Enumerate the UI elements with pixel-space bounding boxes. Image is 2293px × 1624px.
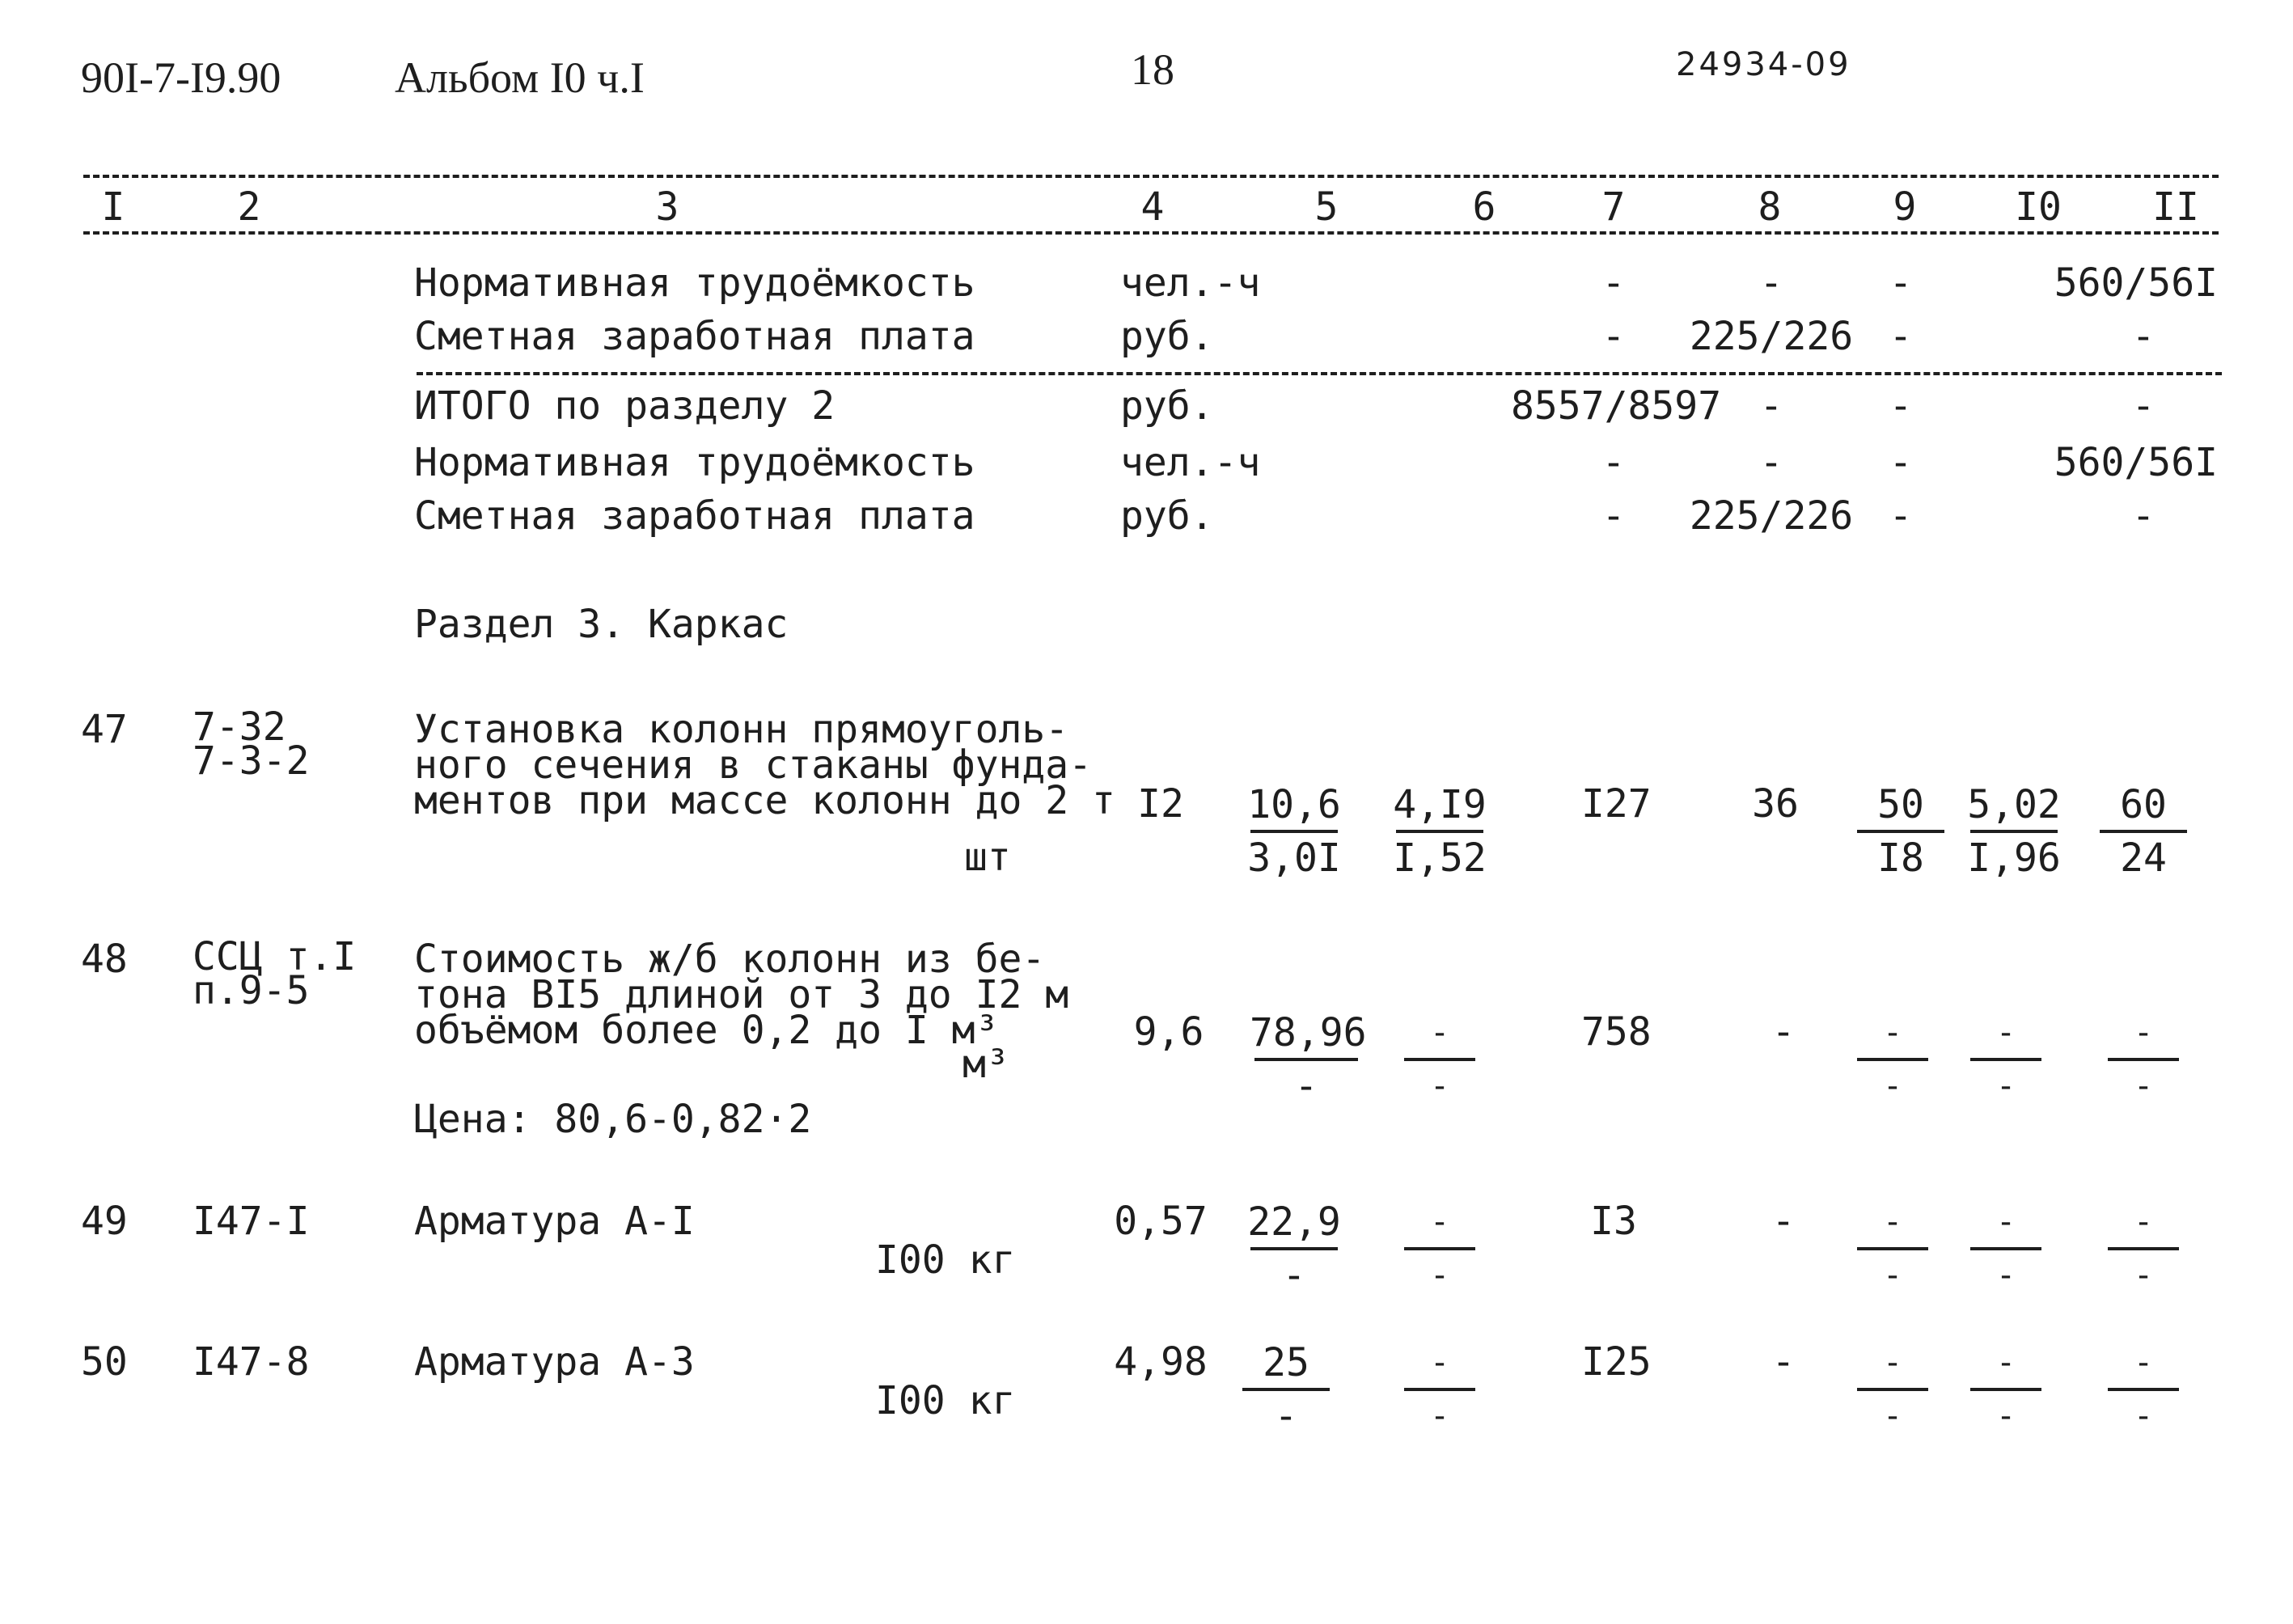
- section-total-label: ИТОГО по разделу 2: [414, 383, 836, 429]
- summary-labor-label: Нормативная трудоёмкость: [414, 260, 975, 306]
- document-code: 90I-7-I9.90: [81, 53, 281, 102]
- fraction-bar: [1396, 830, 1483, 833]
- fraction-bar: [1404, 1388, 1475, 1391]
- row-code-line-1: 7-32: [192, 704, 286, 750]
- summary-labor-unit: чел.-ч: [1120, 260, 1261, 306]
- col10-numerator: -: [1995, 1014, 2016, 1051]
- row-description-line-1: Арматура А-I: [414, 1199, 695, 1244]
- row-col5-fraction: [1250, 1009, 1367, 1110]
- col5-denominator: -: [1294, 1064, 1318, 1109]
- row-description-line-2: тона BI5 длиной от 3 до I2 м: [414, 972, 1069, 1017]
- fraction-bar: [1970, 830, 2058, 833]
- col9-denominator: -: [1882, 1398, 1903, 1435]
- section-total-rule: [417, 372, 2222, 375]
- section-wages-label: Сметная заработная плата: [414, 493, 975, 539]
- col6-denominator: -: [1429, 1398, 1450, 1435]
- fraction-bar: [1404, 1058, 1475, 1061]
- row-col7: 758: [1581, 1009, 1652, 1055]
- section-wages-col9: -: [1889, 493, 1913, 539]
- row-col9-fraction: [1852, 781, 1949, 882]
- fraction-bar: [2108, 1388, 2179, 1391]
- col6-denominator: I,52: [1393, 835, 1487, 881]
- row-quantity: 9,6: [1133, 1009, 1204, 1055]
- section-title: Раздел 3. Каркас: [414, 602, 789, 647]
- summary-wages-unit: руб.: [1120, 314, 1214, 359]
- row-quantity: I2: [1137, 781, 1184, 827]
- section-total-col9: -: [1889, 383, 1913, 429]
- row-code-line-1: ССЦ т.I: [192, 934, 357, 979]
- fraction-bar: [2108, 1058, 2179, 1061]
- section-wages-unit: руб.: [1120, 493, 1214, 539]
- section-total-col8: -: [1759, 383, 1783, 429]
- section-labor-col10: 560/56I: [2054, 440, 2218, 485]
- row-description-line-2: ного сечения в стаканы фунда-: [414, 742, 1093, 788]
- col10-denominator: -: [1995, 1068, 2016, 1105]
- row-number: 47: [81, 707, 128, 752]
- fraction-bar: [1254, 1058, 1358, 1061]
- col5-numerator: 10,6: [1247, 782, 1341, 827]
- fraction-bar: [1970, 1058, 2041, 1061]
- row-col5-fraction: [1246, 1199, 1343, 1299]
- row-col6-fraction: [1399, 1199, 1480, 1299]
- row-col10-fraction: [1965, 1199, 2046, 1299]
- col10-denominator: -: [1995, 1257, 2016, 1294]
- row-unit: м³: [962, 1042, 1009, 1087]
- col6-numerator: -: [1429, 1014, 1450, 1051]
- summary-wages-col7: -: [1601, 314, 1626, 359]
- row-quantity: 0,57: [1114, 1199, 1208, 1244]
- row-description-line-1: Арматура А-3: [414, 1339, 695, 1385]
- section-labor-label: Нормативная трудоёмкость: [414, 440, 975, 485]
- row-col11-fraction: [2103, 1009, 2184, 1110]
- section-total-col11: -: [2131, 383, 2156, 429]
- col5-numerator: 25: [1263, 1340, 1309, 1385]
- row-unit: шт: [964, 835, 1011, 880]
- row-number: 49: [81, 1199, 128, 1244]
- column-header-5: 5: [1314, 184, 1339, 230]
- col6-denominator: -: [1429, 1068, 1450, 1105]
- row-col8: -: [1771, 1009, 1796, 1055]
- row-price-note: Цена: 80,6-0,82·2: [414, 1097, 812, 1142]
- col5-numerator: 78,96: [1250, 1010, 1367, 1055]
- column-header-6: 6: [1472, 184, 1496, 230]
- col6-numerator: -: [1429, 1203, 1450, 1241]
- row-col9-fraction: [1852, 1199, 1933, 1299]
- summary-labor-col9: -: [1889, 260, 1913, 306]
- section-labor-col8: -: [1759, 440, 1783, 485]
- fraction-bar: [2100, 830, 2187, 833]
- summary-labor-col10: 560/56I: [2054, 260, 2218, 306]
- col11-denominator: -: [2133, 1068, 2154, 1105]
- row-col6-fraction: [1399, 1339, 1480, 1440]
- row-quantity: 4,98: [1114, 1339, 1208, 1385]
- summary-wages-col9: -: [1889, 314, 1913, 359]
- col5-denominator: -: [1282, 1253, 1306, 1298]
- fraction-bar: [1857, 1058, 1928, 1061]
- row-col6-fraction: [1391, 781, 1488, 882]
- col11-numerator: -: [2133, 1014, 2154, 1051]
- summary-wages-label: Сметная заработная плата: [414, 314, 975, 359]
- column-header-3: 3: [655, 184, 679, 230]
- row-col8: -: [1771, 1199, 1796, 1244]
- column-header-2: 2: [237, 184, 261, 230]
- row-number: 50: [81, 1339, 128, 1385]
- fraction-bar: [1250, 1247, 1338, 1250]
- column-header-9: 9: [1893, 184, 1917, 230]
- section-labor-col7: -: [1601, 440, 1626, 485]
- fraction-bar: [2108, 1247, 2179, 1250]
- column-header-11: II: [2152, 184, 2199, 230]
- section-wages-col7: -: [1601, 493, 1626, 539]
- row-col9-fraction: [1852, 1009, 1933, 1110]
- section-wages-col11: -: [2131, 493, 2156, 539]
- col9-numerator: 50: [1877, 782, 1924, 827]
- column-header-10: I0: [2015, 184, 2062, 230]
- col10-denominator: -: [1995, 1398, 2016, 1435]
- section-labor-unit: чел.-ч: [1120, 440, 1261, 485]
- column-header-7: 7: [1601, 184, 1626, 230]
- row-col10-fraction: [1965, 1339, 2046, 1440]
- section-wages-col8: 225/226: [1689, 493, 1854, 539]
- section-labor-col9: -: [1889, 440, 1913, 485]
- row-col8: -: [1771, 1339, 1796, 1385]
- col5-denominator: 3,0I: [1247, 835, 1341, 881]
- fraction-bar: [1857, 1247, 1928, 1250]
- row-col9-fraction: [1852, 1339, 1933, 1440]
- col11-numerator: 60: [2120, 782, 2167, 827]
- row-code-line-1: I47-I: [192, 1199, 310, 1244]
- row-unit: I00 кг: [875, 1237, 1016, 1283]
- row-col8: 36: [1752, 781, 1799, 827]
- col10-numerator: -: [1995, 1203, 2016, 1241]
- row-col7: I27: [1581, 781, 1652, 827]
- fraction-bar: [1857, 830, 1944, 833]
- row-col11-fraction: [2103, 1199, 2184, 1299]
- row-col5-fraction: [1246, 781, 1343, 882]
- fraction-bar: [1857, 1388, 1928, 1391]
- col9-numerator: -: [1882, 1014, 1903, 1051]
- col5-denominator: -: [1274, 1394, 1298, 1439]
- col6-numerator: 4,I9: [1393, 782, 1487, 827]
- album-label: Альбом I0 ч.I: [395, 53, 645, 102]
- row-unit: I00 кг: [875, 1378, 1016, 1423]
- col9-denominator: -: [1882, 1257, 1903, 1294]
- row-description-line-3: ментов при массе колонн до 2 т: [414, 778, 1115, 823]
- fraction-bar: [1242, 1388, 1330, 1391]
- column-header-8: 8: [1758, 184, 1782, 230]
- row-description-line-1: Установка колонн прямоуголь-: [414, 707, 1069, 752]
- summary-labor-col7: -: [1601, 260, 1626, 306]
- row-code-line-2: 7-3-2: [192, 738, 310, 784]
- page-number: 18: [1131, 45, 1174, 94]
- row-col10-fraction: [1965, 1009, 2046, 1110]
- row-col7: I25: [1581, 1339, 1652, 1385]
- fraction-bar: [1970, 1247, 2041, 1250]
- column-header-1: I: [101, 184, 125, 230]
- col10-numerator: 5,02: [1967, 782, 2061, 827]
- col10-numerator: -: [1995, 1344, 2016, 1381]
- col9-numerator: -: [1882, 1203, 1903, 1241]
- fraction-bar: [1404, 1247, 1475, 1250]
- col9-denominator: -: [1882, 1068, 1903, 1105]
- col11-denominator: -: [2133, 1257, 2154, 1294]
- col6-numerator: -: [1429, 1344, 1450, 1381]
- fraction-bar: [1970, 1388, 2041, 1391]
- section-total-unit: руб.: [1120, 383, 1214, 429]
- col11-numerator: -: [2133, 1203, 2154, 1241]
- fraction-bar: [1250, 830, 1338, 833]
- row-description-line-1: Стоимость ж/б колонн из бе-: [414, 937, 1046, 982]
- row-col6-fraction: [1399, 1009, 1480, 1110]
- header-bottom-rule: [83, 231, 2219, 235]
- section-total-col7: 8557/8597: [1511, 383, 1722, 429]
- summary-wages-col8: 225/226: [1689, 314, 1854, 359]
- col9-denominator: I8: [1877, 835, 1924, 881]
- row-number: 48: [81, 937, 128, 982]
- summary-wages-col11: -: [2131, 314, 2156, 359]
- row-code-line-1: I47-8: [192, 1339, 310, 1385]
- row-col10-fraction: [1965, 781, 2062, 882]
- summary-labor-col8: -: [1759, 260, 1783, 306]
- col9-numerator: -: [1882, 1344, 1903, 1381]
- col11-denominator: -: [2133, 1398, 2154, 1435]
- row-col11-fraction: [2103, 1339, 2184, 1440]
- col6-denominator: -: [1429, 1257, 1450, 1294]
- column-header-4: 4: [1140, 184, 1165, 230]
- col10-denominator: I,96: [1967, 835, 2061, 881]
- col5-numerator: 22,9: [1247, 1199, 1341, 1245]
- col11-denominator: 24: [2120, 835, 2167, 881]
- registration-stamp: 24934-09: [1676, 46, 1851, 83]
- col11-numerator: -: [2133, 1344, 2154, 1381]
- row-description-line-3: объёмом более 0,2 до I м³: [414, 1008, 999, 1053]
- header-top-rule: [83, 175, 2219, 178]
- row-col11-fraction: [2095, 781, 2192, 882]
- row-col7: I3: [1590, 1199, 1637, 1244]
- row-code-line-2: п.9-5: [192, 968, 310, 1013]
- row-col5-fraction: [1237, 1339, 1335, 1440]
